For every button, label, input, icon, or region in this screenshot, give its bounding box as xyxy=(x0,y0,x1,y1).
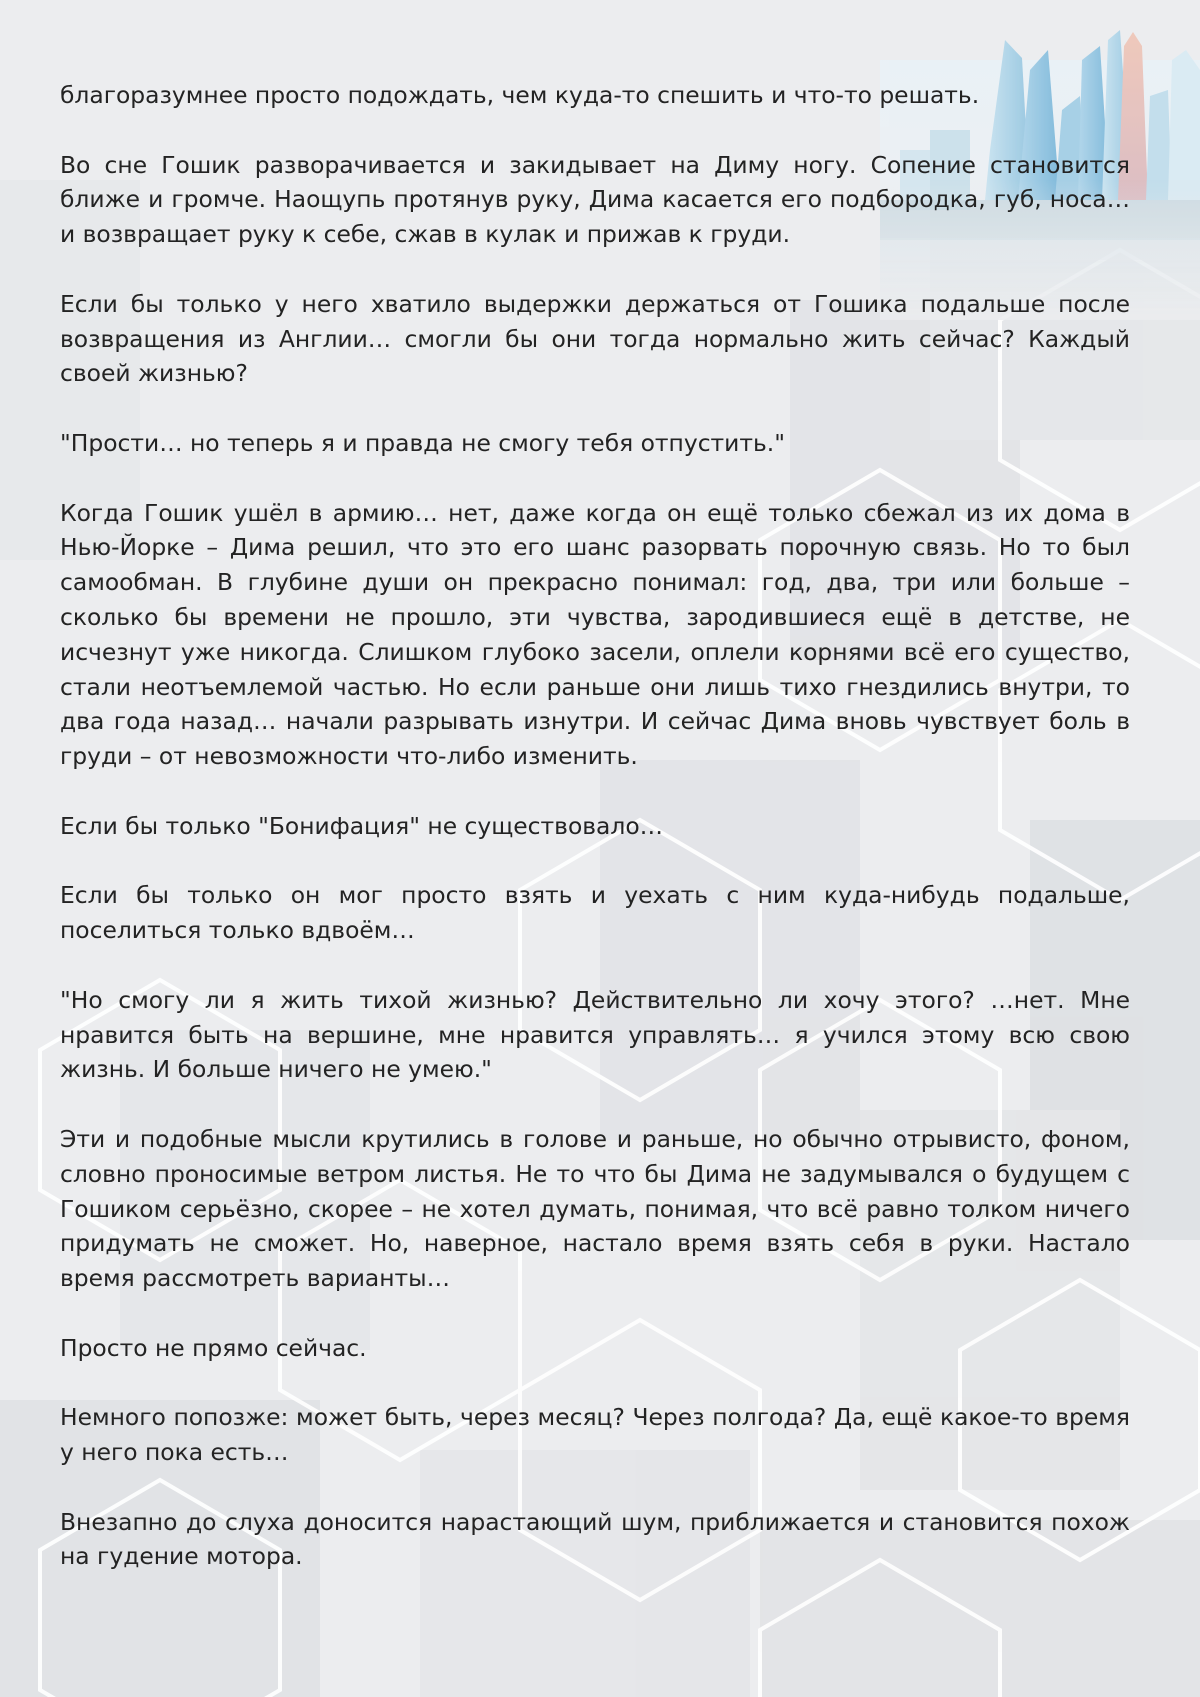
paragraph: благоразумнее просто подождать, чем куда-то спешить и что-то решать. xyxy=(60,81,980,109)
paragraph: "Но смогу ли я жить тихой жизнью? Действительно ли хочу этого? …нет. Мне нравится быть на вершине, мне нравится управлять… я учился этому всю свою жизнь. И больше ничего не умею." xyxy=(60,985,1130,1084)
paragraph: Просто не прямо сейчас. xyxy=(60,1333,367,1362)
paragraph: Если бы только он мог просто взять и уехать с ним куда-нибудь подальше, поселиться только вдвоём… xyxy=(60,881,1130,945)
paragraph: Когда Гошик ушёл в армию… нет, даже когда он ещё только сбежал из их дома в Нью-Йорке – Дима решил, что это его шанс разорвать порочную связь. Но то был самообман. В глубине души он прекрасно понимал: год, два, три или больше – сколько бы времени не прошло, эти чувства, зародившиеся ещё в детстве, не исчезнут уже никогда. Слишком глубоко засели, оплели корнями всё его существо, стали неотъемлемой частью. Но если раньше они лишь тихо гнездились внутри, то два года назад… начали разрывать изнутри. И сейчас Дима вновь чувствует боль в груди – от невозможности что-либо изменить. xyxy=(60,498,1130,771)
paragraph: "Прости… но теперь я и правда не смогу тебя отпустить." xyxy=(60,428,785,457)
paragraph: Немного попозже: может быть, через месяц? Через полгода? Да, ещё какое-то время у него пока есть… xyxy=(60,1403,1130,1467)
paragraph: Если бы только "Бонифация" не существовало… xyxy=(60,811,664,840)
paragraph: Внезапно до слуха доносится нарастающий шум, приближается и становится похож на гудение мотора. xyxy=(60,1507,1130,1571)
document-body xyxy=(60,78,1130,1609)
paragraph: Во сне Гошик разворачивается и закидывает на Диму ногу. Сопение становится ближе и громче. Наощупь протянув руку, Дима касается его подбородка, губ, носа… и возвращает руку к себе, сжав в кулак и прижав к груди. xyxy=(60,150,1130,249)
paragraph: Если бы только у него хватило выдержки держаться от Гошика подальше после возвращения из Англии… смогли бы они тогда нормально жить сейчас? Каждый своей жизнью? xyxy=(60,289,1130,388)
paragraph: Эти и подобные мысли крутились в голове и раньше, но обычно отрывисто, фоном, словно проносимые ветром листья. Не то что бы Дима не задумывался о будущем с Гошиком серьёзно, скорее – не хотел думать, понимая, что всё равно толком ничего придумать не сможет. Но, наверное, настало время взять себя в руки. Настало время рассмотреть варианты… xyxy=(60,1124,1130,1293)
